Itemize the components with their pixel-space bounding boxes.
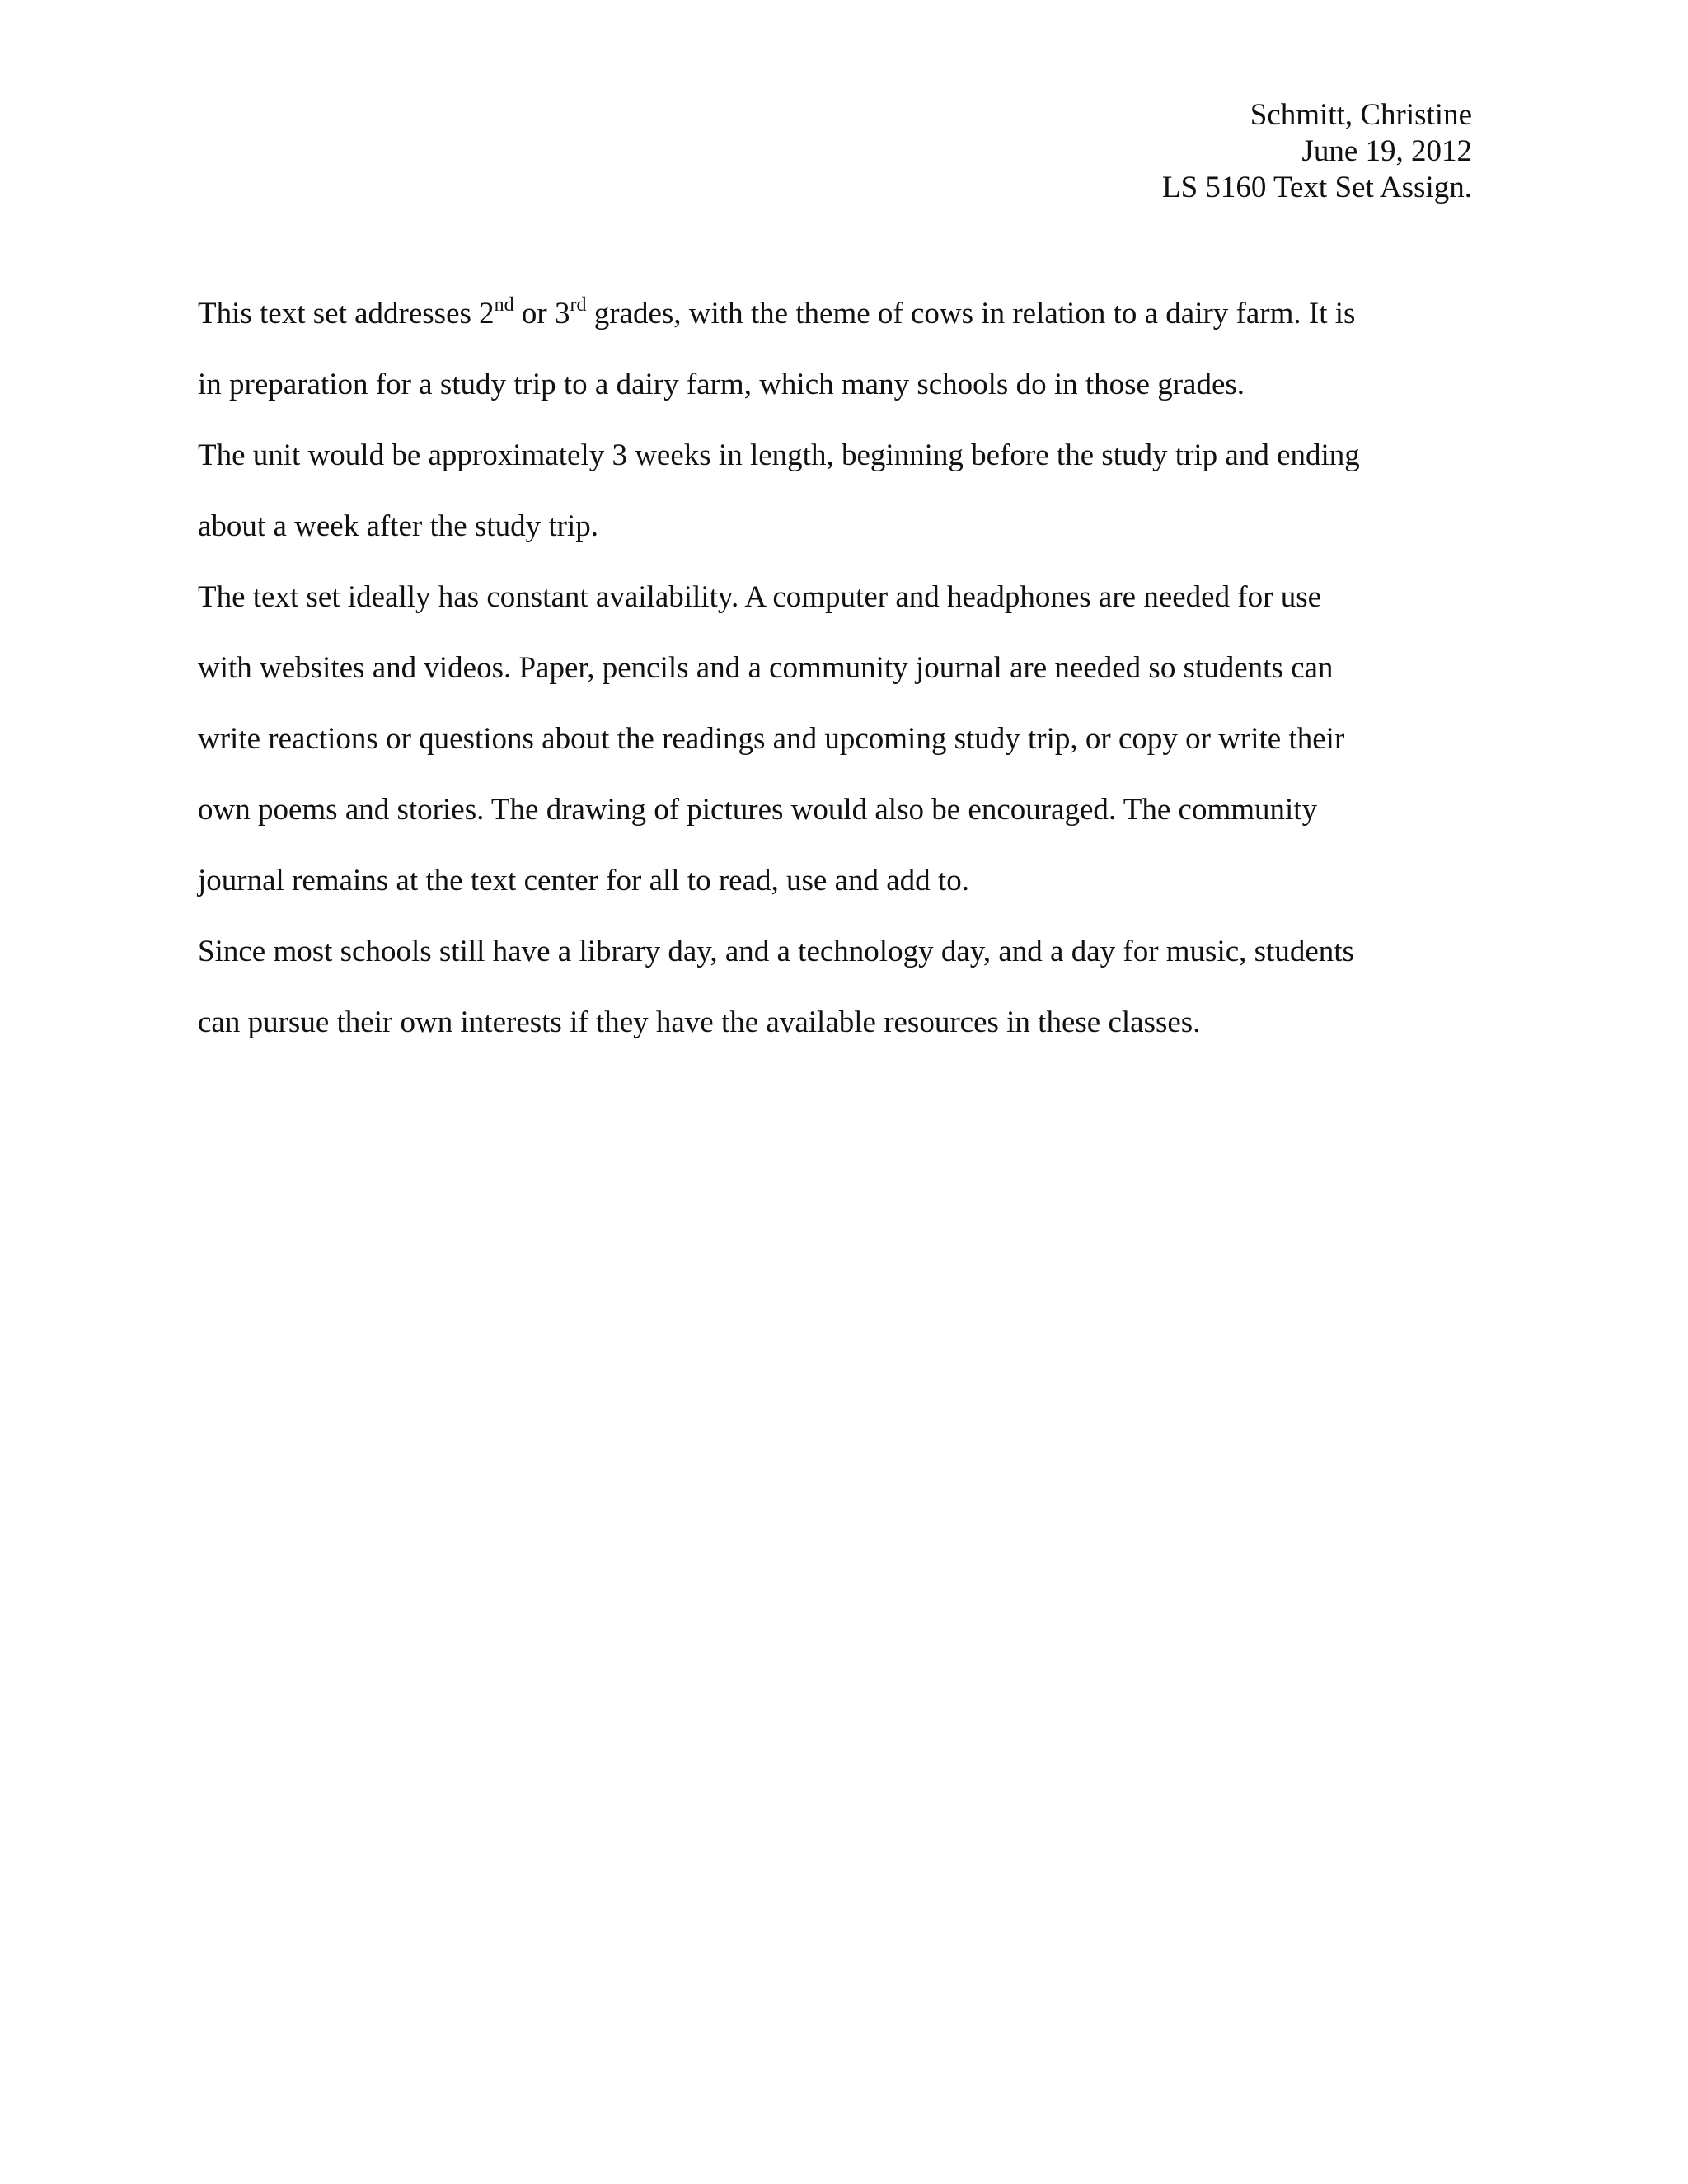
body-line-1-part-c: grades, with the theme of cows in relation to a dairy farm. It is <box>586 297 1356 330</box>
body-line-9: journal remains at the text center for all to read, use and add to. <box>198 864 969 898</box>
body-line-3: The unit would be approximately 3 weeks in length, beginning before the study trip and ending <box>198 438 1360 472</box>
body-line-1-part-a: This text set addresses 2 <box>198 297 495 330</box>
author-name: Schmitt, Christine <box>1250 98 1472 132</box>
course-title: LS 5160 Text Set Assign. <box>1161 171 1472 204</box>
document-date: June 19, 2012 <box>1301 134 1472 168</box>
body-line-1-part-b: or 3 <box>513 297 570 330</box>
body-line-5: The text set ideally has constant availability. A computer and headphones are needed for use <box>198 580 1322 614</box>
body-line-4: about a week after the study trip. <box>198 509 598 543</box>
body-line-2: in preparation for a study trip to a dairy farm, which many schools do in those grades. <box>198 368 1245 401</box>
body-line-10: Since most schools still have a library day, and a technology day, and a day for music, students <box>198 935 1354 968</box>
body-line-1 <box>198 279 1484 349</box>
body-line-11: can pursue their own interests if they have the available resources in these classes. <box>198 1005 1201 1039</box>
body-line-7: write reactions or questions about the readings and upcoming study trip, or copy or write their <box>198 722 1345 756</box>
document-body <box>198 279 1484 1058</box>
document-header <box>1162 97 1472 206</box>
superscript-rd: rd <box>570 293 587 316</box>
body-line-8: own poems and stories. The drawing of pictures would also be encouraged. The community <box>198 793 1318 827</box>
body-line-6: with websites and videos. Paper, pencils and a community journal are needed so students can <box>198 651 1334 685</box>
superscript-nd: nd <box>494 293 514 316</box>
